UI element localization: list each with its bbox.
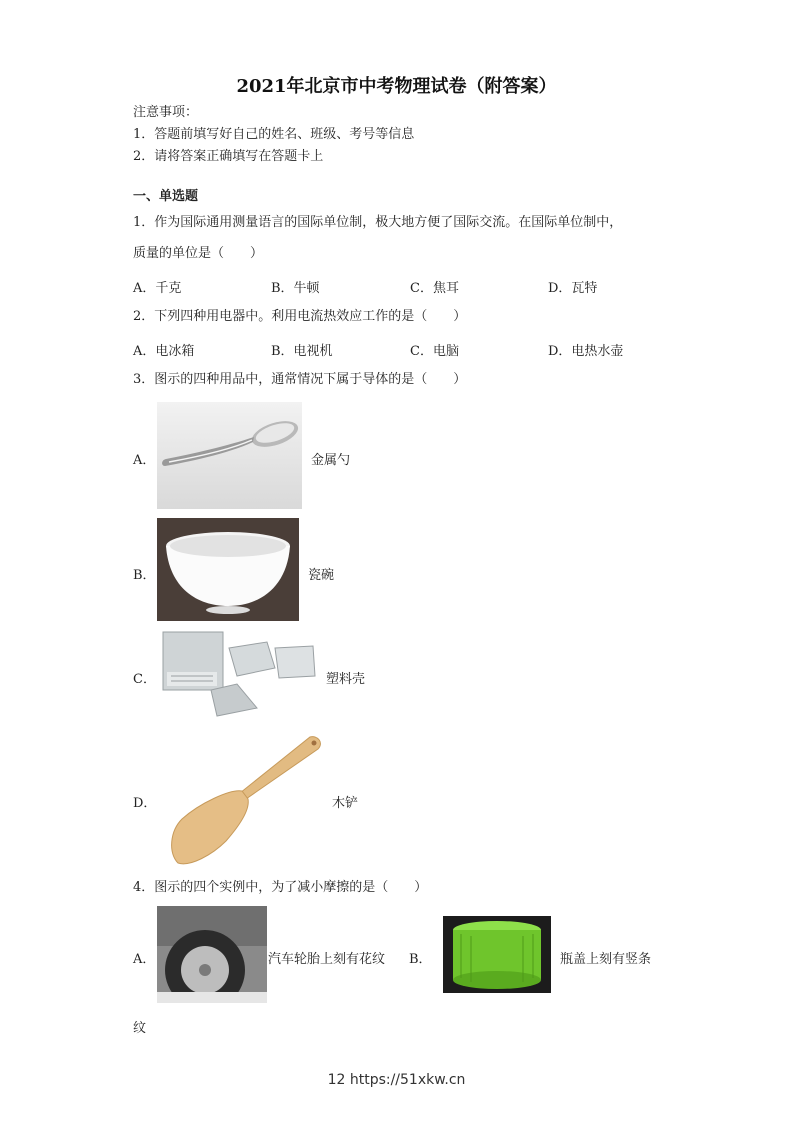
q4-option-a-letter: A． [133, 952, 156, 967]
q4-option-b-label: 瓶盖上刻有竖条 [560, 952, 652, 967]
q2-option-a: A．电冰箱 [133, 344, 195, 359]
q1-option-b: B．牛顿 [271, 281, 320, 296]
metal-spoon-image [157, 402, 302, 509]
wooden-spatula-image [160, 733, 330, 868]
q4-option-b-wrap: 纹 [133, 1021, 147, 1036]
q4-stem: 4．图示的四个实例中，为了减小摩擦的是（ ） [133, 880, 428, 895]
q3-option-a-label: 金属勺 [311, 453, 351, 468]
q3-option-b-label: 瓷碗 [308, 568, 335, 583]
q1-option-a: A．千克 [133, 281, 182, 296]
bottle-cap-image [443, 916, 551, 993]
porcelain-bowl-image [157, 518, 299, 621]
q2-option-b: B．电视机 [271, 344, 333, 359]
notice-item-2: 2．请将答案正确填写在答题卡上 [133, 149, 324, 164]
page-title: 2021年北京市中考物理试卷（附答案） [236, 76, 557, 97]
q3-option-c-label: 塑料壳 [326, 672, 366, 687]
section-heading: 一、单选题 [133, 189, 199, 204]
notice-item-1: 1．答题前填写好自己的姓名、班级、考号等信息 [133, 127, 415, 142]
car-tire-image [157, 906, 267, 1003]
q2-option-c: C．电脑 [410, 344, 459, 359]
q3-option-d-label: 木铲 [332, 796, 359, 811]
notice-heading: 注意事项： [133, 105, 199, 120]
q3-option-d-letter: D． [133, 796, 157, 811]
page-footer: 12 https://51xkw.cn [327, 1072, 466, 1088]
q4-option-a-label: 汽车轮胎上刻有花纹 [268, 952, 386, 967]
q2-option-d: D．电热水壶 [548, 344, 624, 359]
q3-option-b-letter: B． [133, 568, 156, 583]
q1-stem-line2: 质量的单位是（ ） [133, 246, 264, 261]
q1-option-d: D．瓦特 [548, 281, 598, 296]
plastic-shell-image [157, 628, 319, 720]
q4-option-b-letter: B． [409, 952, 432, 967]
q3-option-a-letter: A． [133, 453, 156, 468]
q1-option-c: C．焦耳 [410, 281, 459, 296]
q3-option-c-letter: C． [133, 672, 156, 687]
q1-stem-line1: 1．作为国际通用测量语言的国际单位制，极大地方便了国际交流。在国际单位制中， [133, 215, 623, 230]
q2-stem: 2．下列四种用电器中。利用电流热效应工作的是（ ） [133, 309, 467, 324]
q3-stem: 3．图示的四种用品中，通常情况下属于导体的是（ ） [133, 372, 467, 387]
